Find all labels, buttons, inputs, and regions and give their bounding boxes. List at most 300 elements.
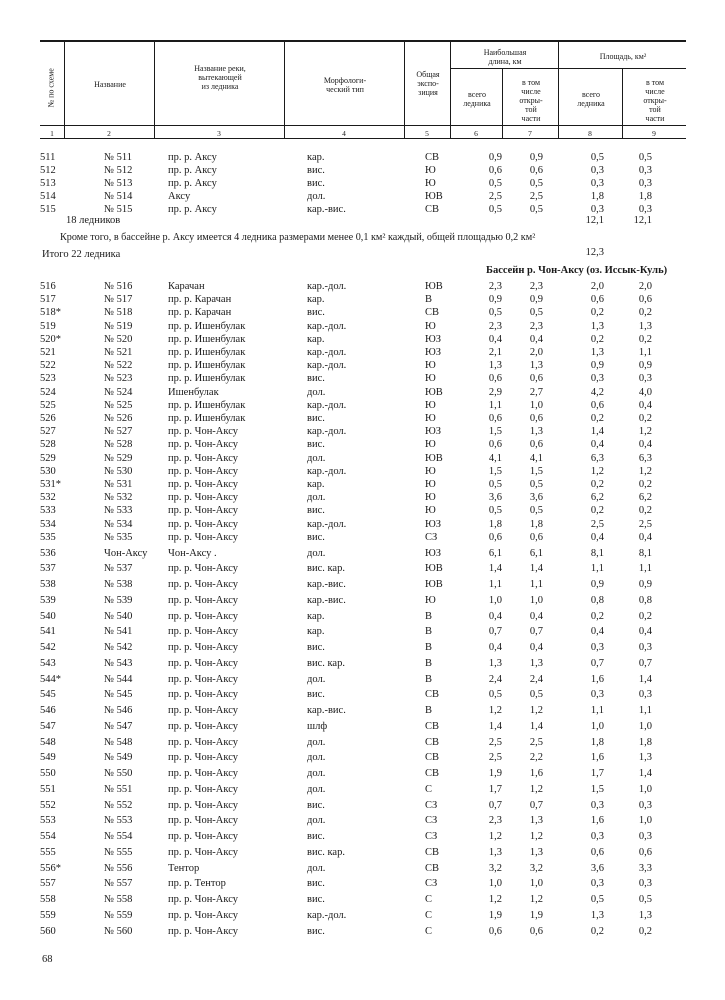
cell-ao: 0,6 bbox=[638, 846, 652, 858]
cell-ao: 0,2 bbox=[638, 925, 652, 937]
cell-name: № 520 bbox=[104, 333, 133, 345]
cell-a: 0,2 bbox=[590, 333, 604, 345]
cell-river: пр. р. Тентор bbox=[168, 878, 226, 890]
cell-river: пр. р. Аксу bbox=[168, 204, 217, 215]
cell-l: 1,0 bbox=[488, 594, 502, 606]
cell-type: кар. bbox=[307, 479, 325, 490]
cell-name: № 556 bbox=[104, 862, 133, 874]
table-row bbox=[0, 320, 725, 334]
cell-type: кар.-дол. bbox=[307, 347, 347, 358]
cell-river: пр. р. Чон-Аксу bbox=[168, 626, 239, 638]
cell-ao: 0,4 bbox=[638, 399, 652, 411]
cell-name: № 546 bbox=[104, 705, 133, 717]
cell-lo: 0,6 bbox=[529, 413, 543, 424]
cell-l: 1,3 bbox=[488, 360, 502, 372]
table-row bbox=[0, 293, 725, 307]
cell-a: 0,3 bbox=[590, 373, 604, 385]
table-row bbox=[0, 720, 725, 734]
cell-name: № 521 bbox=[104, 347, 133, 358]
cell-type: кар. bbox=[307, 333, 325, 345]
cell-type: кар.-вис. bbox=[307, 594, 346, 606]
cell-n: 533 bbox=[40, 505, 56, 517]
cell-n: 556* bbox=[40, 862, 61, 874]
cell-n: 524 bbox=[40, 386, 56, 398]
cell-name: № 526 bbox=[104, 413, 133, 424]
cell-exp: С bbox=[425, 894, 433, 906]
cell-type: кар.-дол. bbox=[307, 281, 347, 292]
cell-exp: Ю bbox=[425, 320, 436, 332]
table-row bbox=[0, 862, 725, 876]
table-row bbox=[0, 625, 725, 639]
cell-l: 0,5 bbox=[488, 307, 502, 319]
col-number: 7 bbox=[528, 129, 532, 138]
header-top-rule bbox=[40, 40, 686, 42]
cell-n: 523 bbox=[40, 373, 56, 385]
cell-exp: С bbox=[425, 909, 433, 921]
cell-ao: 0,2 bbox=[638, 610, 652, 622]
cell-river: пр. р. Карачан bbox=[168, 307, 232, 319]
cell-name: № 548 bbox=[104, 736, 133, 748]
cell-ao: 0,3 bbox=[638, 373, 652, 385]
cell-river: пр. р. Ишенбулак bbox=[168, 320, 246, 332]
table-row bbox=[0, 562, 725, 576]
summary-note: Кроме того, в бассейне р. Аксу имеется 4 ледника размерами менее 0,1 км² каждый, общей площадью 0,2 км² bbox=[60, 232, 536, 243]
cell-name: № 514 bbox=[104, 191, 133, 202]
table-row bbox=[0, 151, 725, 165]
cell-type: шлф bbox=[307, 720, 328, 732]
col-divider bbox=[502, 68, 503, 138]
cell-type: дол. bbox=[307, 492, 326, 504]
cell-n: 518* bbox=[40, 307, 61, 319]
cell-n: 541 bbox=[40, 626, 56, 638]
cell-ao: 1,1 bbox=[638, 705, 652, 717]
cell-type: дол. bbox=[307, 862, 326, 874]
cell-a: 8,1 bbox=[590, 547, 604, 559]
table-row bbox=[0, 333, 725, 347]
cell-ao: 0,2 bbox=[638, 413, 652, 424]
cell-river: пр. р. Чон-Аксу bbox=[168, 894, 239, 906]
table-row bbox=[0, 751, 725, 765]
cell-ao: 1,0 bbox=[638, 783, 652, 795]
cell-river: пр. р. Чон-Аксу bbox=[168, 799, 239, 811]
cell-type: кар.-вис. bbox=[307, 579, 346, 591]
cell-ao: 1,3 bbox=[638, 909, 652, 921]
cell-river: пр. р. Ишенбулак bbox=[168, 413, 246, 424]
table-row bbox=[0, 830, 725, 844]
table-row bbox=[0, 578, 725, 592]
cell-exp: СВ bbox=[425, 736, 440, 748]
cell-a: 0,3 bbox=[590, 878, 604, 890]
cell-l: 2,3 bbox=[488, 815, 502, 827]
cell-name: № 515 bbox=[104, 204, 133, 215]
cell-name: № 554 bbox=[104, 831, 133, 843]
cell-name: № 540 bbox=[104, 610, 133, 622]
cell-a: 0,4 bbox=[590, 531, 604, 543]
cell-exp: СЗ bbox=[425, 878, 438, 890]
cell-l: 1,9 bbox=[488, 768, 502, 780]
cell-river: пр. р. Чон-Аксу bbox=[168, 736, 239, 748]
col-number: 4 bbox=[342, 129, 346, 138]
cell-ao: 1,2 bbox=[638, 465, 652, 477]
table-row bbox=[0, 280, 725, 294]
cell-river: пр. р. Чон-Аксу bbox=[168, 492, 239, 504]
cell-l: 0,4 bbox=[488, 642, 502, 654]
summary-total: Итого 22 ледника bbox=[42, 249, 121, 260]
cell-type: кар.-дол. bbox=[307, 909, 347, 921]
cell-a: 4,2 bbox=[590, 386, 604, 398]
table-row bbox=[0, 164, 725, 178]
cell-exp: ЮВ bbox=[425, 563, 443, 575]
table-header bbox=[40, 40, 686, 140]
cell-river: Аксу bbox=[168, 191, 191, 202]
cell-river: пр. р. Чон-Аксу bbox=[168, 531, 239, 543]
cell-lo: 0,5 bbox=[529, 505, 543, 517]
cell-type: дол. bbox=[307, 386, 326, 398]
cell-lo: 1,4 bbox=[529, 563, 543, 575]
table-row bbox=[0, 657, 725, 671]
cell-type: вис. bbox=[307, 178, 325, 189]
cell-lo: 0,4 bbox=[529, 642, 543, 654]
cell-l: 0,4 bbox=[488, 333, 502, 345]
cell-exp: Ю bbox=[425, 413, 436, 424]
col-divider bbox=[404, 42, 405, 138]
cell-exp: СВ bbox=[425, 307, 440, 319]
cell-exp: Ю bbox=[425, 505, 436, 517]
cell-name: № 555 bbox=[104, 846, 133, 858]
cell-name: № 550 bbox=[104, 768, 133, 780]
cell-exp: СВ bbox=[425, 689, 440, 701]
cell-lo: 1,3 bbox=[529, 426, 543, 438]
cell-river: пр. р. Чон-Аксу bbox=[168, 657, 239, 669]
cell-type: дол. bbox=[307, 547, 326, 559]
cell-n: 539 bbox=[40, 594, 56, 606]
table-row bbox=[0, 594, 725, 608]
cell-l: 1,5 bbox=[488, 426, 502, 438]
cell-exp: ЮЗ bbox=[425, 333, 442, 345]
cell-river: Тентор bbox=[168, 862, 200, 874]
cell-name: № 557 bbox=[104, 878, 133, 890]
cell-exp: ЮЗ bbox=[425, 347, 442, 358]
cell-ao: 1,0 bbox=[638, 720, 652, 732]
cell-name: № 531 bbox=[104, 479, 133, 490]
cell-a: 1,0 bbox=[590, 720, 604, 732]
header-col5: Общая экспо- зиция bbox=[416, 70, 440, 97]
cell-a: 1,6 bbox=[590, 815, 604, 827]
cell-river: пр. р. Чон-Аксу bbox=[168, 925, 239, 937]
cell-l: 1,1 bbox=[488, 399, 502, 411]
cell-n: 559 bbox=[40, 909, 56, 921]
cell-l: 2,3 bbox=[488, 281, 502, 292]
cell-ao: 0,5 bbox=[638, 152, 652, 163]
cell-n: 553 bbox=[40, 815, 56, 827]
table-row bbox=[0, 846, 725, 860]
cell-river: пр. р. Чон-Аксу bbox=[168, 594, 239, 606]
cell-a: 0,7 bbox=[590, 657, 604, 669]
cell-lo: 3,2 bbox=[529, 862, 543, 874]
cell-exp: В bbox=[425, 610, 433, 622]
cell-l: 1,3 bbox=[488, 846, 502, 858]
cell-river: пр. р. Чон-Аксу bbox=[168, 815, 239, 827]
cell-lo: 1,8 bbox=[529, 518, 543, 530]
cell-ao: 1,2 bbox=[638, 426, 652, 438]
cell-name: № 533 bbox=[104, 505, 133, 517]
col-divider bbox=[64, 42, 65, 138]
cell-a: 1,5 bbox=[590, 783, 604, 795]
cell-n: 528 bbox=[40, 439, 56, 451]
cell-ao: 0,3 bbox=[638, 799, 652, 811]
cell-n: 515 bbox=[40, 204, 56, 215]
cell-name: № 544 bbox=[104, 673, 133, 685]
page-number: 68 bbox=[42, 954, 53, 965]
cell-l: 1,1 bbox=[488, 579, 502, 591]
cell-ao: 1,8 bbox=[638, 736, 652, 748]
cell-river: пр. р. Ишенбулак bbox=[168, 333, 246, 345]
cell-exp: Ю bbox=[425, 399, 436, 411]
cell-a: 1,2 bbox=[590, 465, 604, 477]
cell-n: 525 bbox=[40, 399, 56, 411]
cell-n: 517 bbox=[40, 294, 56, 306]
cell-lo: 2,7 bbox=[529, 386, 543, 398]
cell-ao: 0,3 bbox=[638, 204, 652, 215]
cell-l: 1,5 bbox=[488, 465, 502, 477]
cell-name: № 519 bbox=[104, 320, 133, 332]
cell-ao: 0,2 bbox=[638, 505, 652, 517]
cell-lo: 2,4 bbox=[529, 673, 543, 685]
cell-exp: СВ bbox=[425, 204, 440, 215]
cell-exp: ЮВ bbox=[425, 386, 443, 398]
cell-type: кар. bbox=[307, 294, 325, 306]
table-row bbox=[0, 399, 725, 413]
cell-a: 0,6 bbox=[590, 846, 604, 858]
cell-type: кар. bbox=[307, 626, 325, 638]
cell-n: 545 bbox=[40, 689, 56, 701]
cell-lo: 0,9 bbox=[529, 294, 543, 306]
cell-lo: 0,7 bbox=[529, 626, 543, 638]
cell-a: 0,6 bbox=[590, 399, 604, 411]
cell-l: 0,6 bbox=[488, 439, 502, 451]
table-row bbox=[0, 425, 725, 439]
cell-river: пр. р. Чон-Аксу bbox=[168, 689, 239, 701]
cell-lo: 1,2 bbox=[529, 831, 543, 843]
cell-n: 546 bbox=[40, 705, 56, 717]
table-row bbox=[0, 438, 725, 452]
cell-l: 1,2 bbox=[488, 705, 502, 717]
cell-lo: 2,3 bbox=[529, 320, 543, 332]
cell-type: кар.-дол. bbox=[307, 465, 347, 477]
cell-ao: 6,2 bbox=[638, 492, 652, 504]
cell-lo: 1,2 bbox=[529, 894, 543, 906]
cell-l: 0,5 bbox=[488, 479, 502, 490]
cell-river: пр. р. Чон-Аксу bbox=[168, 768, 239, 780]
cell-lo: 1,0 bbox=[529, 594, 543, 606]
cell-exp: СВ bbox=[425, 720, 440, 732]
cell-ao: 0,2 bbox=[638, 307, 652, 319]
summary-count-label: 18 ледников bbox=[66, 215, 121, 226]
cell-l: 2,5 bbox=[488, 191, 502, 202]
cell-name: № 558 bbox=[104, 894, 133, 906]
cell-exp: В bbox=[425, 642, 433, 654]
cell-lo: 1,0 bbox=[529, 878, 543, 890]
cell-n: 535 bbox=[40, 531, 56, 543]
cell-river: Чон-Аксу . bbox=[168, 547, 217, 559]
cell-lo: 0,4 bbox=[529, 610, 543, 622]
cell-a: 0,9 bbox=[590, 579, 604, 591]
cell-n: 521 bbox=[40, 347, 56, 358]
cell-l: 0,5 bbox=[488, 204, 502, 215]
cell-ao: 0,3 bbox=[638, 178, 652, 189]
cell-name: № 547 bbox=[104, 720, 133, 732]
col-number: 3 bbox=[217, 129, 221, 138]
group-rule bbox=[450, 68, 686, 69]
table-row bbox=[0, 736, 725, 750]
cell-lo: 1,4 bbox=[529, 720, 543, 732]
cell-type: кар. bbox=[307, 152, 325, 163]
cell-ao: 0,9 bbox=[638, 579, 652, 591]
cell-a: 2,0 bbox=[590, 281, 604, 292]
cell-exp: ЮЗ bbox=[425, 518, 442, 530]
cell-river: пр. р. Ишенбулак bbox=[168, 373, 246, 385]
cell-river: пр. р. Чон-Аксу bbox=[168, 505, 239, 517]
table-row bbox=[0, 688, 725, 702]
cell-n: 516 bbox=[40, 281, 56, 292]
cell-name: № 522 bbox=[104, 360, 133, 372]
cell-a: 1,1 bbox=[590, 705, 604, 717]
cell-name: № 545 bbox=[104, 689, 133, 701]
cell-name: № 542 bbox=[104, 642, 133, 654]
cell-name: № 541 bbox=[104, 626, 133, 638]
cell-n: 527 bbox=[40, 426, 56, 438]
cell-l: 2,5 bbox=[488, 752, 502, 764]
cell-exp: В bbox=[425, 705, 433, 717]
cell-type: вис. bbox=[307, 439, 325, 451]
cell-name: № 512 bbox=[104, 165, 133, 176]
cell-n: 526 bbox=[40, 413, 56, 424]
col-divider bbox=[450, 42, 451, 138]
cell-river: пр. р. Чон-Аксу bbox=[168, 610, 239, 622]
cell-lo: 2,5 bbox=[529, 736, 543, 748]
cell-type: вис. bbox=[307, 831, 325, 843]
cell-exp: В bbox=[425, 626, 433, 638]
cell-name: № 538 bbox=[104, 579, 133, 591]
cell-ao: 0,4 bbox=[638, 531, 652, 543]
cell-ao: 2,5 bbox=[638, 518, 652, 530]
cell-lo: 0,6 bbox=[529, 925, 543, 937]
cell-lo: 0,6 bbox=[529, 531, 543, 543]
header-col9: в том числе откры- той части bbox=[643, 78, 667, 123]
cell-name: № 517 bbox=[104, 294, 133, 306]
cell-a: 1,7 bbox=[590, 768, 604, 780]
cell-a: 0,3 bbox=[590, 689, 604, 701]
header-col6: всего ледника bbox=[463, 90, 491, 108]
cell-river: пр. р. Чон-Аксу bbox=[168, 673, 239, 685]
cell-river: пр. р. Чон-Аксу bbox=[168, 642, 239, 654]
cell-name: № 543 bbox=[104, 657, 133, 669]
cell-a: 2,5 bbox=[590, 518, 604, 530]
cell-river: пр. р. Чон-Аксу bbox=[168, 479, 239, 490]
cell-n: 554 bbox=[40, 831, 56, 843]
cell-n: 519 bbox=[40, 320, 56, 332]
cell-type: дол. bbox=[307, 673, 326, 685]
cell-name: № 560 bbox=[104, 925, 133, 937]
cell-a: 0,3 bbox=[590, 642, 604, 654]
cell-river: Ишенбулак bbox=[168, 386, 219, 398]
cell-river: пр. р. Ишенбулак bbox=[168, 399, 246, 411]
cell-type: вис. bbox=[307, 307, 325, 319]
cell-type: вис. bbox=[307, 878, 325, 890]
cell-a: 0,3 bbox=[590, 178, 604, 189]
cell-n: 534 bbox=[40, 518, 56, 530]
cell-l: 2,1 bbox=[488, 347, 502, 358]
cell-lo: 0,6 bbox=[529, 165, 543, 176]
cell-lo: 3,6 bbox=[529, 492, 543, 504]
cell-river: пр. р. Чон-Аксу bbox=[168, 752, 239, 764]
cell-l: 0,6 bbox=[488, 373, 502, 385]
cell-type: вис. кар. bbox=[307, 563, 345, 575]
cell-ao: 1,3 bbox=[638, 320, 652, 332]
col-number: 2 bbox=[107, 129, 111, 138]
table-row bbox=[0, 547, 725, 561]
cell-exp: СВ bbox=[425, 768, 440, 780]
cell-l: 1,2 bbox=[488, 831, 502, 843]
cell-river: пр. р. Чон-Аксу bbox=[168, 465, 239, 477]
cell-type: дол. bbox=[307, 768, 326, 780]
cell-ao: 8,1 bbox=[638, 547, 652, 559]
cell-a: 0,5 bbox=[590, 894, 604, 906]
cell-type: вис. bbox=[307, 642, 325, 654]
cell-ao: 4,0 bbox=[638, 386, 652, 398]
cell-exp: СВ bbox=[425, 152, 440, 163]
header-group-length: Наибольшая длина, км bbox=[483, 48, 527, 66]
cell-river: пр. р. Аксу bbox=[168, 165, 217, 176]
table-row bbox=[0, 641, 725, 655]
table-row bbox=[0, 504, 725, 518]
cell-name: № 513 bbox=[104, 178, 133, 189]
cell-ao: 0,8 bbox=[638, 594, 652, 606]
cell-type: дол. bbox=[307, 736, 326, 748]
col-divider bbox=[154, 42, 155, 138]
cell-l: 0,7 bbox=[488, 799, 502, 811]
col-number: 8 bbox=[588, 129, 592, 138]
table-row bbox=[0, 877, 725, 891]
table-row bbox=[0, 190, 725, 204]
cell-n: 542 bbox=[40, 642, 56, 654]
cell-ao: 2,0 bbox=[638, 281, 652, 292]
cell-n: 551 bbox=[40, 783, 56, 795]
cell-lo: 0,5 bbox=[529, 307, 543, 319]
cell-name: № 559 bbox=[104, 909, 133, 921]
cell-l: 6,1 bbox=[488, 547, 502, 559]
cell-river: пр. р. Ишенбулак bbox=[168, 360, 246, 372]
cell-ao: 0,2 bbox=[638, 333, 652, 345]
cell-name: № 523 bbox=[104, 373, 133, 385]
cell-lo: 0,5 bbox=[529, 689, 543, 701]
cell-ao: 6,3 bbox=[638, 452, 652, 464]
cell-a: 3,6 bbox=[590, 862, 604, 874]
cell-ao: 1,4 bbox=[638, 673, 652, 685]
cell-ao: 3,3 bbox=[638, 862, 652, 874]
header-col7: в том числе откры- той части bbox=[519, 78, 543, 123]
cell-l: 0,9 bbox=[488, 294, 502, 306]
cell-type: кар.-дол. bbox=[307, 399, 347, 411]
cell-l: 2,4 bbox=[488, 673, 502, 685]
table-row bbox=[0, 531, 725, 545]
col-number: 9 bbox=[652, 129, 656, 138]
col-number: 1 bbox=[50, 129, 54, 138]
cell-n: 552 bbox=[40, 799, 56, 811]
cell-ao: 0,4 bbox=[638, 626, 652, 638]
cell-ao: 0,5 bbox=[638, 894, 652, 906]
cell-a: 1,3 bbox=[590, 909, 604, 921]
